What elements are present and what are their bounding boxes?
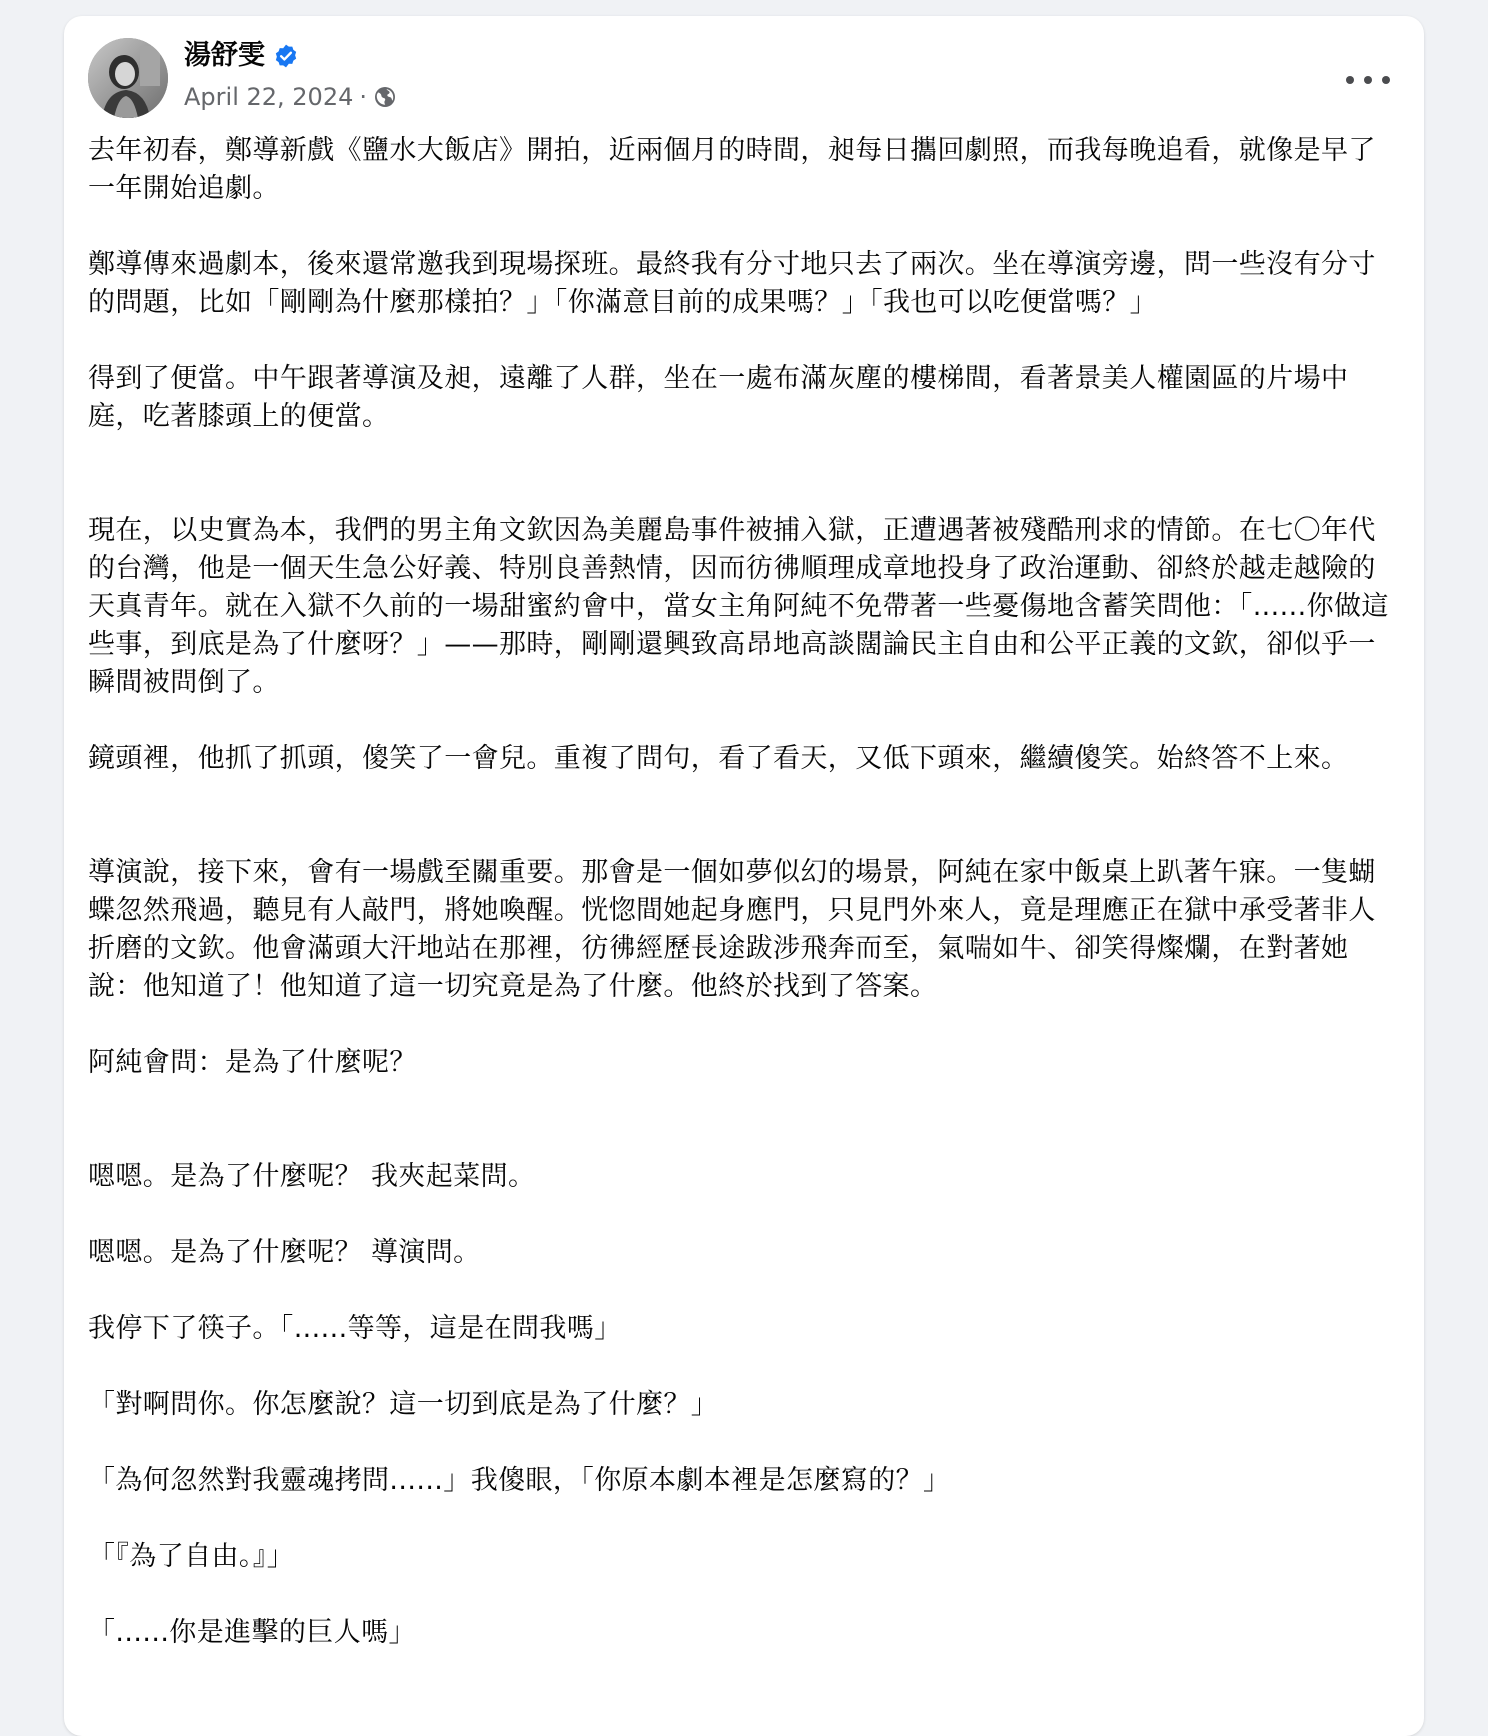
paragraph: 「......你是進擊的巨人嗎」 xyxy=(88,1617,416,1648)
avatar[interactable] xyxy=(88,38,168,118)
more-dot xyxy=(1346,76,1354,84)
globe-icon[interactable] xyxy=(373,85,397,109)
paragraph: 我停下了筷子。「......等等，這是在問我嗎」 xyxy=(88,1313,622,1344)
post-card xyxy=(64,16,1424,1736)
author-name[interactable]: 湯舒雯 xyxy=(184,40,265,71)
paragraph: 得到了便當。中午跟著導演及昶，遠離了人群，坐在一處布滿灰塵的樓梯間，看著景美人權園區的片場中庭，吃著膝頭上的便當。 xyxy=(88,363,1349,432)
more-options-icon[interactable] xyxy=(1346,68,1390,92)
meta-separator: · xyxy=(359,83,367,111)
paragraph: 鏡頭裡，他抓了抓頭，傻笑了一會兒。重複了問句，看了看天，又低下頭來，繼續傻笑。始終答不上來。 xyxy=(88,743,1349,774)
post-meta xyxy=(184,80,397,114)
paragraph: 「『為了自由。』」 xyxy=(88,1541,295,1572)
paragraph: 阿純會問：是為了什麼呢？ xyxy=(88,1047,417,1078)
post-body xyxy=(88,132,1400,1652)
post-date[interactable]: April 22, 2024 xyxy=(184,83,354,111)
paragraph: 嗯嗯。是為了什麼呢？ 導演問。 xyxy=(88,1237,481,1268)
avatar-photo-icon xyxy=(88,38,168,118)
author-name-row xyxy=(184,38,299,74)
paragraph: 鄭導傳來過劇本，後來還常邀我到現場探班。最終我有分寸地只去了兩次。坐在導演旁邊，問一些沒有分寸的問題，比如「剛剛為什麼那樣拍？」「你滿意目前的成果嗎？」「我也可以吃便當嗎？」 xyxy=(88,249,1376,318)
more-dot xyxy=(1382,76,1390,84)
paragraph: 嗯嗯。是為了什麼呢？ 我夾起菜問。 xyxy=(88,1161,536,1192)
post-header xyxy=(88,38,1400,120)
verified-badge-icon xyxy=(273,43,299,69)
paragraph: 「對啊問你。你怎麼說？這一切到底是為了什麼？」 xyxy=(88,1389,719,1420)
more-dot xyxy=(1364,76,1372,84)
paragraph: 去年初春，鄭導新戲《鹽水大飯店》開拍，近兩個月的時間，昶每日攜回劇照，而我每晚追看，就像是早了一年開始追劇。 xyxy=(88,135,1376,204)
paragraph: 導演說，接下來，會有一場戲至關重要。那會是一個如夢似幻的場景，阿純在家中飯桌上趴著午寐。一隻蝴蝶忽然飛過，聽見有人敲門，將她喚醒。恍惚間她起身應門，只見門外來人，竟是理應正在獄中承受著非人折磨的文欽。他會滿頭大汗地站在那裡，彷彿經歷長途跋涉飛奔而至，氣喘如牛、卻笑得燦爛，在對著她說：他知道了！他知道了這一切究竟是為了什麼。他終於找到了答案。 xyxy=(88,857,1376,1002)
paragraph: 現在，以史實為本，我們的男主角文欽因為美麗島事件被捕入獄，正遭遇著被殘酷刑求的情節。在七〇年代的台灣，他是一個天生急公好義、特別良善熱情，因而彷彿順理成章地投身了政治運動、卻終於越走越險的天真青年。就在入獄不久前的一場甜蜜約會中，當女主角阿純不免帶著一些憂傷地含蓄笑問他：「......你做這些事，到底是為了什麼呀？」——那時，剛剛還興致高昂地高談闊論民主自由和公平正義的文欽，卻似乎一瞬間被問倒了。 xyxy=(88,515,1389,698)
paragraph: 「為何忽然對我靈魂拷問......」我傻眼，「你原本劇本裡是怎麼寫的？」 xyxy=(88,1465,951,1496)
